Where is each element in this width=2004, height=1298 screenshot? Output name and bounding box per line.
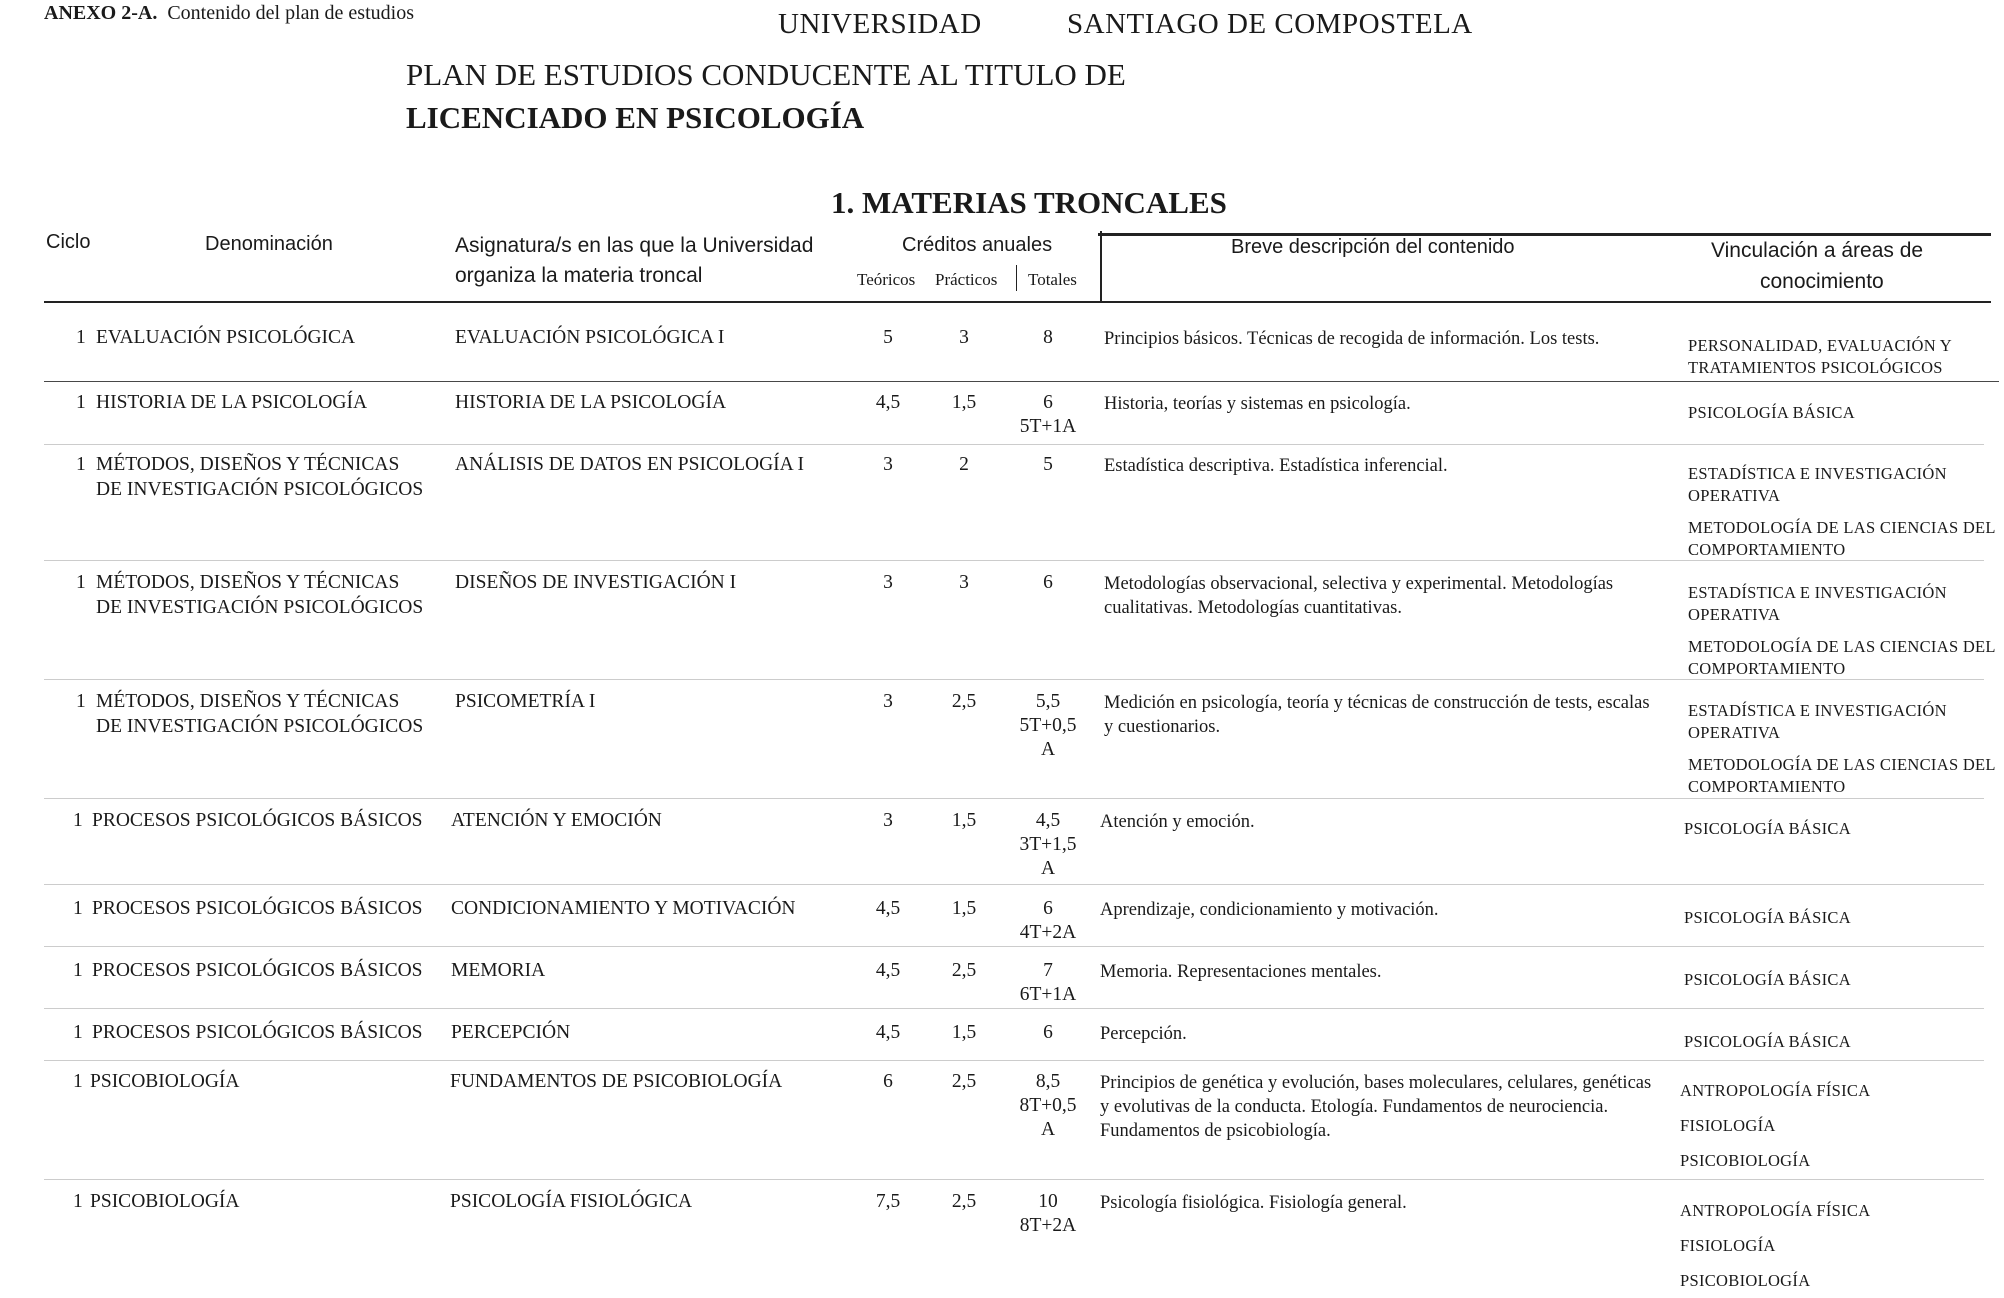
row-totales: 4T+2A — [1019, 922, 1077, 943]
row-practicos: 2,5 — [951, 1191, 977, 1212]
row-practicos: 1,5 — [951, 1022, 977, 1043]
row-area: ESTADÍSTICA E INVESTIGACIÓN OPERATIVA — [1688, 701, 1947, 742]
row-area: PSICOLOGÍA BÁSICA — [1684, 970, 1851, 989]
row-area: ANTROPOLOGÍA FÍSICA — [1680, 1201, 1871, 1220]
row-area: PSICOBIOLOGÍA — [1680, 1271, 1811, 1290]
row-totales: 5,5 — [1035, 691, 1061, 712]
row-totales: 8T+2A — [1019, 1215, 1077, 1236]
col-creditos: Créditos anuales — [902, 234, 1053, 256]
row-practicos: 1,5 — [951, 810, 977, 831]
row-totales: A — [1040, 739, 1056, 760]
row-separator — [44, 798, 1984, 799]
row-totales: 6 — [1043, 898, 1053, 919]
col-denominacion: Denominación — [205, 233, 333, 255]
col-asignatura-line2: organiza la materia troncal — [455, 264, 703, 287]
row-denominacion: DE INVESTIGACIÓN PSICOLÓGICOS — [96, 597, 424, 618]
row-totales: A — [1040, 858, 1056, 879]
row-totales: 5T+1A — [1019, 416, 1077, 437]
row-asignatura: PERCEPCIÓN — [451, 1022, 571, 1043]
row-descripcion: Percepción. — [1100, 1024, 1187, 1044]
section-title: 1. MATERIAS TRONCALES — [831, 185, 1227, 220]
row-totales: 8,5 — [1035, 1071, 1061, 1092]
row-area: PSICOLOGÍA BÁSICA — [1684, 908, 1851, 927]
row-totales: 6T+1A — [1019, 984, 1077, 1005]
row-separator — [44, 884, 1984, 885]
row-ciclo: 1 — [73, 898, 83, 919]
row-totales: A — [1040, 1119, 1056, 1140]
row-separator — [44, 1060, 1984, 1061]
university-label: UNIVERSIDAD — [778, 8, 982, 40]
row-area: ESTADÍSTICA E INVESTIGACIÓN OPERATIVA — [1688, 583, 1947, 624]
row-totales: 10 — [1038, 1191, 1058, 1212]
row-totales: 6 — [1043, 1022, 1053, 1043]
row-area: PSICOLOGÍA BÁSICA — [1684, 1032, 1851, 1051]
row-totales: 8 — [1043, 327, 1053, 348]
row-totales: 4,5 — [1035, 810, 1061, 831]
col-vinculacion-line1: Vinculación a áreas de — [1711, 239, 1924, 262]
row-denominacion: MÉTODOS, DISEÑOS Y TÉCNICAS — [96, 454, 400, 475]
row-totales: 6 — [1043, 572, 1053, 593]
row-teoricos: 7,5 — [875, 1191, 901, 1212]
row-totales: 3T+1,5 — [1019, 834, 1077, 855]
plan-title-line2: LICENCIADO EN PSICOLOGÍA — [406, 100, 865, 135]
row-ciclo: 1 — [76, 572, 86, 593]
row-practicos: 2,5 — [951, 691, 977, 712]
row-denominacion: MÉTODOS, DISEÑOS Y TÉCNICAS — [96, 572, 400, 593]
row-descripcion: Estadística descriptiva. Estadística inferencial. — [1104, 456, 1448, 476]
row-teoricos: 4,5 — [875, 898, 901, 919]
row-separator — [44, 444, 1984, 445]
row-area: PERSONALIDAD, EVALUACIÓN Y TRATAMIENTOS PSICOLÓGICOS — [1688, 336, 1952, 377]
plan-title-line1: PLAN DE ESTUDIOS CONDUCENTE AL TITULO DE — [406, 57, 1126, 92]
row-totales: 8T+0,5 — [1019, 1095, 1077, 1116]
row-asignatura: DISEÑOS DE INVESTIGACIÓN I — [455, 572, 737, 593]
row-practicos: 2 — [959, 454, 969, 475]
row-asignatura: HISTORIA DE LA PSICOLOGÍA — [455, 392, 727, 413]
col-vinculacion-line2: conocimiento — [1760, 270, 1884, 293]
credits-divider-totales — [1016, 265, 1017, 291]
row-denominacion: DE INVESTIGACIÓN PSICOLÓGICOS — [96, 479, 424, 500]
col-descripcion: Breve descripción del contenido — [1231, 236, 1515, 258]
row-totales: 5 — [1043, 454, 1053, 475]
row-ciclo: 1 — [73, 810, 83, 831]
col-asignatura-line1: Asignatura/s en las que la Universidad — [455, 234, 814, 257]
col-ciclo: Ciclo — [46, 231, 91, 253]
row-asignatura: MEMORIA — [451, 960, 546, 981]
annex-heading — [44, 2, 414, 25]
row-ciclo: 1 — [73, 1071, 83, 1092]
row-descripcion: Atención y emoción. — [1100, 812, 1255, 832]
row-teoricos: 5 — [883, 327, 893, 348]
row-descripcion: Aprendizaje, condicionamiento y motivación. — [1100, 900, 1439, 920]
row-separator — [44, 381, 1999, 382]
row-descripcion: Memoria. Representaciones mentales. — [1100, 962, 1382, 982]
row-descripcion: Historia, teorías y sistemas en psicología. — [1104, 394, 1411, 414]
annex-text: Contenido del plan de estudios — [167, 2, 414, 24]
row-separator — [44, 946, 1984, 947]
row-ciclo: 1 — [76, 454, 86, 475]
row-totales: 5T+0,5 — [1019, 715, 1077, 736]
row-descripcion: Medición en psicología, teoría y técnicas de construcción de tests, escalas y cuestionarios. — [1104, 693, 1650, 737]
row-denominacion: PROCESOS PSICOLÓGICOS BÁSICOS — [92, 898, 423, 919]
row-area: FISIOLOGÍA — [1680, 1116, 1776, 1135]
row-ciclo: 1 — [73, 1191, 83, 1212]
row-practicos: 2,5 — [951, 1071, 977, 1092]
annex-label: ANEXO 2-A. — [44, 2, 158, 24]
col-teoricos: Teóricos — [857, 270, 916, 289]
row-denominacion: EVALUACIÓN PSICOLÓGICA — [96, 327, 356, 348]
row-area: ESTADÍSTICA E INVESTIGACIÓN OPERATIVA — [1688, 464, 1947, 505]
col-practicos: Prácticos — [935, 270, 998, 289]
row-denominacion: HISTORIA DE LA PSICOLOGÍA — [96, 392, 368, 413]
row-totales: 6 — [1043, 392, 1053, 413]
row-practicos: 3 — [959, 327, 969, 348]
row-area: METODOLOGÍA DE LAS CIENCIAS DEL COMPORTAMIENTO — [1688, 637, 1996, 678]
row-descripcion: Psicología fisiológica. Fisiología general. — [1100, 1193, 1407, 1213]
row-descripcion: Principios de genética y evolución, bases moleculares, celulares, genéticas y evolutivas de la conducta. Etología. Fundamentos de neurociencia. Fundamentos de psicobiología. — [1100, 1073, 1652, 1141]
row-denominacion: MÉTODOS, DISEÑOS Y TÉCNICAS — [96, 691, 400, 712]
row-area: METODOLOGÍA DE LAS CIENCIAS DEL COMPORTAMIENTO — [1688, 755, 1996, 796]
row-practicos: 2,5 — [951, 960, 977, 981]
row-asignatura: CONDICIONAMIENTO Y MOTIVACIÓN — [451, 898, 796, 919]
row-area: ANTROPOLOGÍA FÍSICA — [1680, 1081, 1871, 1100]
row-area: PSICOLOGÍA BÁSICA — [1688, 403, 1855, 422]
row-separator — [44, 1008, 1984, 1009]
row-practicos: 1,5 — [951, 392, 977, 413]
row-ciclo: 1 — [73, 960, 83, 981]
row-area: PSICOBIOLOGÍA — [1680, 1151, 1811, 1170]
row-asignatura: ATENCIÓN Y EMOCIÓN — [451, 810, 662, 831]
row-asignatura: PSICOLOGÍA FISIOLÓGICA — [450, 1191, 693, 1212]
row-denominacion: PSICOBIOLOGÍA — [90, 1191, 240, 1212]
row-asignatura: EVALUACIÓN PSICOLÓGICA I — [455, 327, 725, 348]
row-area: METODOLOGÍA DE LAS CIENCIAS DEL COMPORTAMIENTO — [1688, 518, 1996, 559]
row-ciclo: 1 — [76, 327, 86, 348]
row-descripcion: Principios básicos. Técnicas de recogida de información. Los tests. — [1104, 329, 1600, 349]
row-asignatura: FUNDAMENTOS DE PSICOBIOLOGÍA — [450, 1071, 783, 1092]
row-descripcion: Metodologías observacional, selectiva y experimental. Metodologías cualitativas. Metodologías cuantitativas. — [1104, 574, 1614, 618]
header-bottom-rule — [44, 301, 1991, 303]
row-denominacion: PROCESOS PSICOLÓGICOS BÁSICOS — [92, 1022, 423, 1043]
row-teoricos: 4,5 — [875, 392, 901, 413]
row-separator — [44, 679, 1984, 680]
row-denominacion: PSICOBIOLOGÍA — [90, 1071, 240, 1092]
row-teoricos: 6 — [883, 1071, 893, 1092]
row-teoricos: 3 — [883, 810, 893, 831]
row-teoricos: 4,5 — [875, 1022, 901, 1043]
row-area: FISIOLOGÍA — [1680, 1236, 1776, 1255]
row-ciclo: 1 — [76, 691, 86, 712]
row-area: PSICOLOGÍA BÁSICA — [1684, 819, 1851, 838]
row-teoricos: 4,5 — [875, 960, 901, 981]
row-teoricos: 3 — [883, 572, 893, 593]
row-ciclo: 1 — [76, 392, 86, 413]
col-totales: Totales — [1028, 270, 1077, 289]
row-practicos: 3 — [959, 572, 969, 593]
row-asignatura: PSICOMETRÍA I — [455, 691, 596, 712]
row-teoricos: 3 — [883, 691, 893, 712]
row-ciclo: 1 — [73, 1022, 83, 1043]
row-asignatura: ANÁLISIS DE DATOS EN PSICOLOGÍA I — [455, 454, 805, 475]
university-name: SANTIAGO DE COMPOSTELA — [1067, 8, 1473, 40]
row-separator — [44, 560, 1984, 561]
row-practicos: 1,5 — [951, 898, 977, 919]
row-denominacion: PROCESOS PSICOLÓGICOS BÁSICOS — [92, 810, 423, 831]
row-teoricos: 3 — [883, 454, 893, 475]
credits-divider-right — [1100, 231, 1102, 303]
row-separator — [44, 1179, 1984, 1180]
row-denominacion: PROCESOS PSICOLÓGICOS BÁSICOS — [92, 960, 423, 981]
row-denominacion: DE INVESTIGACIÓN PSICOLÓGICOS — [96, 716, 424, 737]
row-totales: 7 — [1043, 960, 1053, 981]
